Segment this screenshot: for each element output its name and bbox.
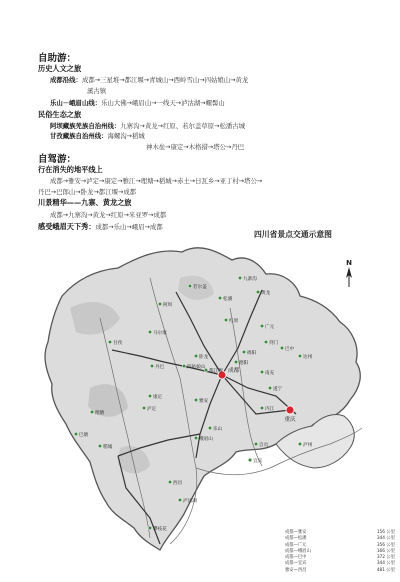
place-label: 内江: [265, 407, 275, 412]
place-marker-icon: [298, 442, 302, 446]
route-label: 乐山－峨眉山线：: [50, 99, 102, 107]
route-continuation: 溪古镇: [87, 87, 107, 95]
place-label: 雅安: [199, 399, 209, 404]
route-text: 成都→三星堆→都江堰→青城山→西岭雪山→四姑娘山→黄龙: [81, 76, 249, 84]
place-label: 绵阳: [247, 351, 257, 356]
group-heading-horizon: 行在消失的地平线上: [38, 165, 103, 174]
place-marker-icon: [256, 290, 260, 294]
route-text: 成都→九寨沟→黄龙→红原→米亚罗→成都: [50, 211, 167, 219]
place-label: 黄龙: [261, 291, 271, 296]
sichuan-map: [0, 238, 400, 578]
place-marker-icon: [194, 398, 198, 402]
place-marker-icon: [108, 340, 112, 344]
place-marker-icon: [280, 346, 284, 350]
place-marker-icon: [98, 444, 102, 448]
place-label: 九寨沟: [243, 277, 257, 282]
section-title-self-guided: 自助游：: [38, 53, 77, 64]
place-label: 南充: [265, 371, 275, 376]
route-label: 甘孜藏族自治州线：: [50, 132, 108, 140]
distance-value: 156 公里: [376, 530, 395, 535]
place-marker-icon: [242, 350, 246, 354]
place-marker-icon: [168, 480, 172, 484]
route-label: 成都沿线：: [50, 76, 82, 84]
city-label: 重庆: [284, 417, 296, 423]
place-label: 马尔康: [153, 331, 167, 336]
place-label: 泸沽湖: [183, 499, 197, 504]
place-label: 广元: [265, 325, 275, 330]
place-label: 遂宁: [273, 387, 283, 392]
place-marker-icon: [248, 458, 252, 462]
distance-value: 344 公里: [376, 536, 395, 542]
place-label: 达州: [303, 355, 313, 360]
place-label: 阿坝: [163, 303, 173, 308]
compass-label: N: [346, 259, 352, 267]
place-marker-icon: [260, 406, 264, 410]
place-marker-icon: [178, 498, 182, 502]
place-marker-icon: [194, 354, 198, 358]
place-marker-icon: [298, 354, 302, 358]
distance-value: 481 公里: [376, 567, 395, 573]
place-marker-icon: [74, 432, 78, 436]
place-label: 泸定: [147, 407, 157, 412]
route-line: [50, 75, 248, 84]
distance-value: 356 公里: [376, 542, 395, 548]
place-label: 乐山: [213, 427, 223, 432]
route-line: [50, 121, 245, 130]
place-marker-icon: [208, 426, 212, 430]
place-marker-icon: [254, 442, 258, 446]
place-marker-icon: [268, 386, 272, 390]
distance-route: 成都—巴中: [285, 555, 307, 561]
city-label: 成都: [228, 368, 240, 374]
place-label: 宜宾: [253, 459, 263, 464]
group-heading-emei: [38, 222, 163, 232]
place-label: 巴塘: [79, 433, 89, 438]
place-marker-icon: [142, 406, 146, 410]
place-marker-icon: [260, 324, 264, 328]
place-label: 甘孜: [113, 341, 123, 346]
route-continuation: 神木垒→康定→木格措→塔公→丹巴: [146, 143, 245, 151]
place-label: 德阳: [239, 361, 249, 366]
distance-route: 成都—雅安: [285, 530, 307, 535]
place-label: 攀枝花: [153, 527, 167, 532]
place-label: 四姑娘山: [187, 365, 206, 370]
distance-value: 372 公里: [376, 555, 395, 561]
distance-row: [285, 568, 395, 574]
place-marker-icon: [238, 276, 242, 280]
capital-marker-icon: [286, 406, 294, 414]
distance-route: 成都—宜宾: [285, 561, 307, 567]
group-heading-emei-title: 感受峨眉天下秀：: [38, 222, 96, 231]
route-text: 九寨沟→黄龙→红原、若尔盖草原→松潘古城: [120, 122, 246, 130]
group-heading-history: 历史人文之旅: [38, 64, 82, 73]
place-label: 若尔盖: [193, 285, 207, 290]
place-marker-icon: [234, 360, 238, 364]
group-heading-jiuzhai: 川景精华——九寨、黄龙之旅: [38, 198, 132, 207]
group-heading-folk: 民俗生态之旅: [38, 110, 82, 119]
place-label: 西昌: [173, 481, 183, 486]
place-marker-icon: [182, 364, 186, 368]
place-label: 丹巴: [155, 365, 165, 370]
route-text: 乐山大佛→峨眉山→一线天→泸沽湖→螺髻山: [101, 99, 225, 107]
distance-value: 344 公里: [376, 561, 395, 567]
map-title: 四川省景点交通示意图: [254, 230, 332, 239]
route-text: 丹巴→巴郎山→卧龙→都江堰→成都: [38, 188, 137, 196]
place-label: 巴中: [285, 347, 295, 352]
route-text: 成都→乐山→峨眉→成都: [95, 223, 163, 231]
route-text: 成都→雅安→泸定→康定→雅江→理塘→稻城→赤土→日瓦乡→亚丁村→塔公→: [50, 177, 263, 185]
place-label: 泸州: [303, 443, 313, 448]
section-title-self-drive: 自驾游：: [38, 154, 77, 165]
place-marker-icon: [148, 394, 152, 398]
place-marker-icon: [260, 370, 264, 374]
place-marker-icon: [224, 318, 228, 322]
distance-value: 166 公里: [376, 548, 395, 554]
place-label: 卧龙: [199, 355, 209, 360]
place-label: 都江堰: [209, 369, 223, 374]
route-line: [50, 98, 225, 107]
distance-route: 雅安—西昌: [285, 567, 307, 573]
place-marker-icon: [264, 340, 268, 344]
distance-route: 成都—峨眉山: [285, 548, 311, 554]
place-marker-icon: [150, 364, 154, 368]
place-label: 稻城: [103, 445, 113, 450]
place-marker-icon: [148, 526, 152, 530]
route-text: 海螺沟→稻城: [107, 132, 145, 140]
place-marker-icon: [158, 302, 162, 306]
place-label: 剑门: [269, 341, 279, 346]
route-label: 阿坝藏族羌族自治州线：: [50, 122, 121, 130]
distance-route: 成都—广元: [285, 542, 307, 548]
place-label: 康定: [153, 395, 163, 400]
place-marker-icon: [90, 410, 94, 414]
place-label: 松潘: [223, 297, 233, 302]
place-label: 峨眉山: [199, 437, 213, 442]
place-label: 自贡: [259, 443, 269, 448]
place-marker-icon: [188, 284, 192, 288]
place-label: 红原: [229, 319, 239, 324]
distance-route: 成都—松潘: [285, 536, 307, 542]
place-marker-icon: [194, 436, 198, 440]
route-line: [50, 131, 145, 140]
place-marker-icon: [148, 330, 152, 334]
place-label: 理塘: [95, 411, 105, 416]
distance-table: [285, 530, 395, 574]
place-marker-icon: [218, 296, 222, 300]
